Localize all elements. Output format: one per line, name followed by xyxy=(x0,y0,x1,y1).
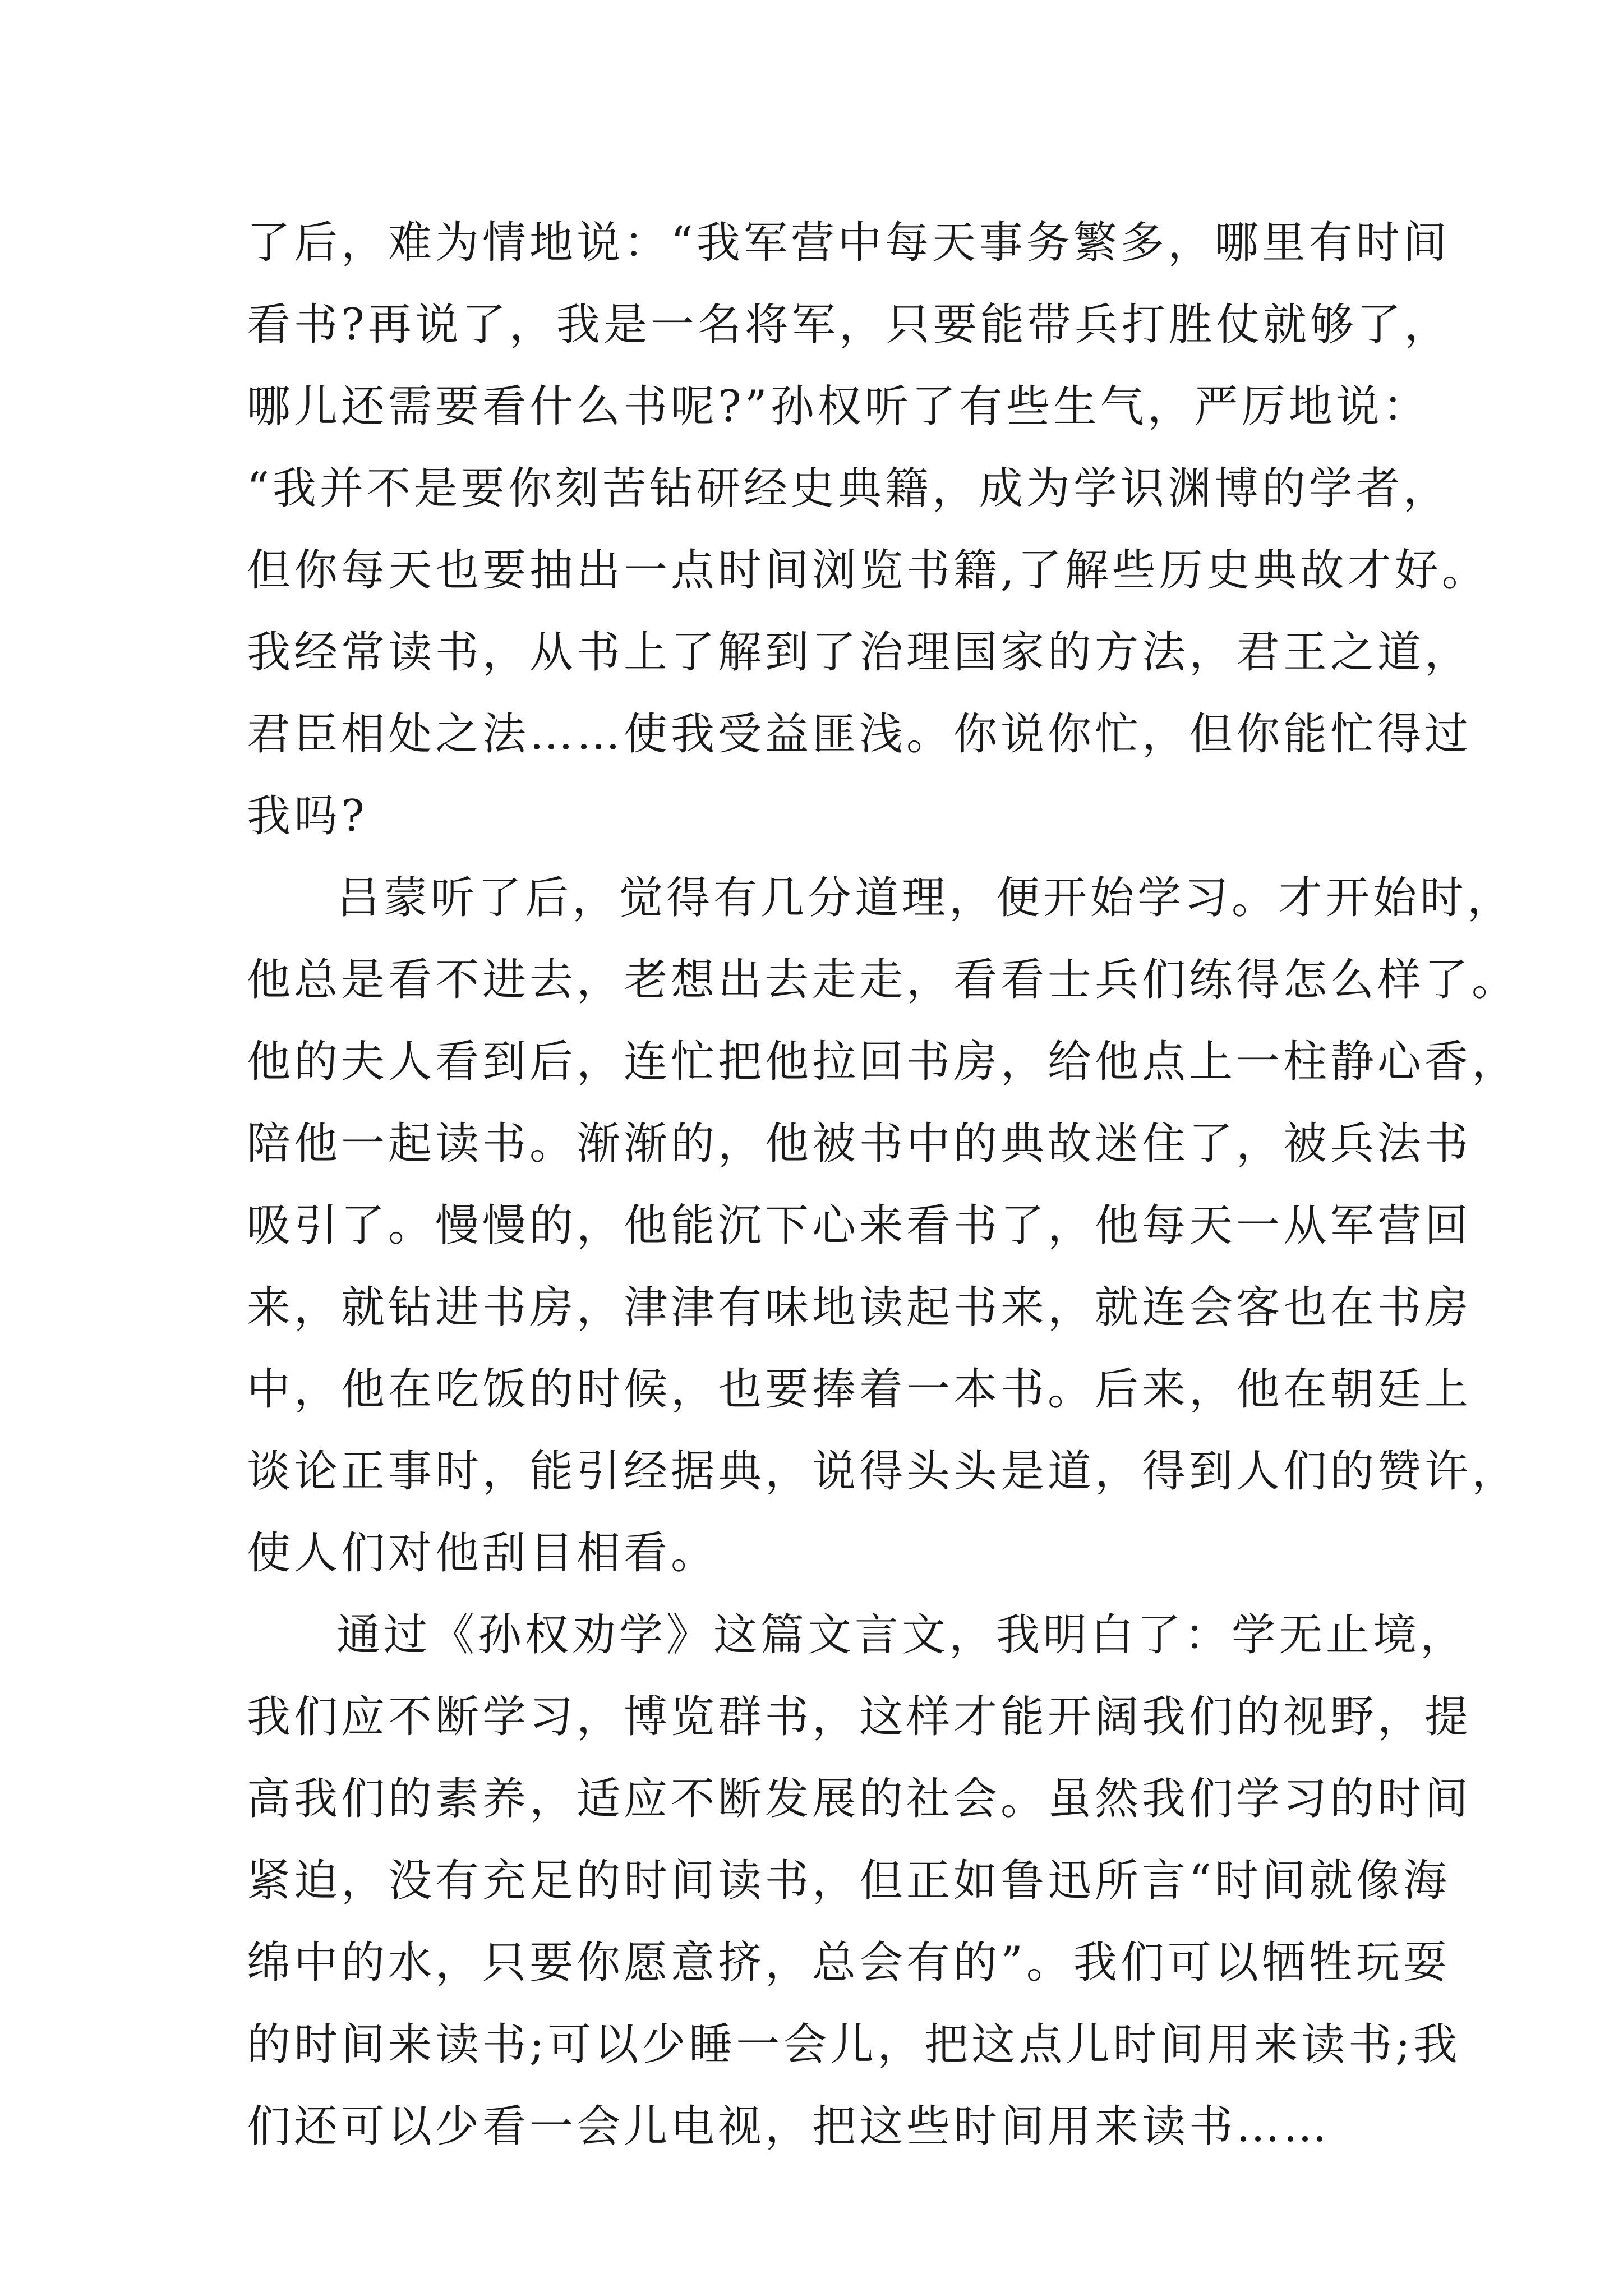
paragraph-3 xyxy=(247,1594,1472,2168)
text-line: “我并不是要你刻苦钻研经史典籍，成为学识渊博的学者， xyxy=(247,463,1450,514)
text-line: 通过《孙权劝学》这篇文言文，我明白了：学无止境， xyxy=(336,1610,1468,1660)
text-line: 我吗? xyxy=(247,791,368,841)
text-line: 了后，难为情地说：“我军营中每天事务繁多，哪里有时间 xyxy=(247,218,1450,268)
text-line: 吸引了。慢慢的，他能沉下心来看书了，他每天一从军营回 xyxy=(247,1200,1472,1251)
text-line: 高我们的素养，适应不断发展的社会。虽然我们学习的时间 xyxy=(247,1774,1472,1824)
text-line: 来，就钻进书房，津津有味地读起书来，就连会客也在书房 xyxy=(247,1282,1472,1333)
text-line: 他总是看不进去，老想出去走走，看看士兵们练得怎么样了。 xyxy=(247,955,1519,1005)
text-line: 谈论正事时，能引经据典，说得头头是道，得到人们的赞许， xyxy=(247,1446,1519,1497)
text-line: 但你每天也要抽出一点时间浏览书籍,了解些历史典故才好。 xyxy=(247,545,1489,596)
text-line: 我们应不断学习，博览群书，这样才能开阔我们的视野，提 xyxy=(247,1692,1472,1742)
text-line: 吕蒙听了后，觉得有几分道理，便开始学习。才开始时， xyxy=(336,873,1515,923)
text-line: 的时间来读书;可以少睡一会儿，把这点儿时间用来读书;我 xyxy=(247,2019,1461,2070)
text-line: 中，他在吃饭的时候，也要捧着一本书。后来，他在朝廷上 xyxy=(247,1364,1472,1415)
text-line: 哪儿还需要看什么书呢?”孙权听了有些生气，严厉地说： xyxy=(247,381,1430,432)
text-line: 看书?再说了，我是一名将军，只要能带兵打胜仗就够了， xyxy=(247,300,1451,350)
text-line: 君臣相处之法……使我受益匪浅。你说你忙，但你能忙得过 xyxy=(247,709,1472,760)
document-body xyxy=(247,202,1519,2168)
text-line: 使人们对他刮目相看。 xyxy=(247,1528,718,1579)
text-line: 紧迫，没有充足的时间读书，但正如鲁迅所言“时间就像海 xyxy=(247,1856,1450,1906)
paragraph-1 xyxy=(247,202,1489,857)
text-line: 我经常读书，从书上了解到了治理国家的方法，君王之道， xyxy=(247,627,1472,678)
text-line: 陪他一起读书。渐渐的，他被书中的典故迷住了，被兵法书 xyxy=(247,1119,1472,1169)
text-line: 绵中的水，只要你愿意挤，总会有的”。我们可以牺牲玩耍 xyxy=(247,1938,1450,1988)
text-line: 他的夫人看到后，连忙把他拉回书房，给他点上一柱静心香， xyxy=(247,1037,1519,1087)
paragraph-2 xyxy=(247,857,1519,1594)
text-line: 们还可以少看一会儿电视，把这些时间用来读书…… xyxy=(247,2101,1331,2152)
